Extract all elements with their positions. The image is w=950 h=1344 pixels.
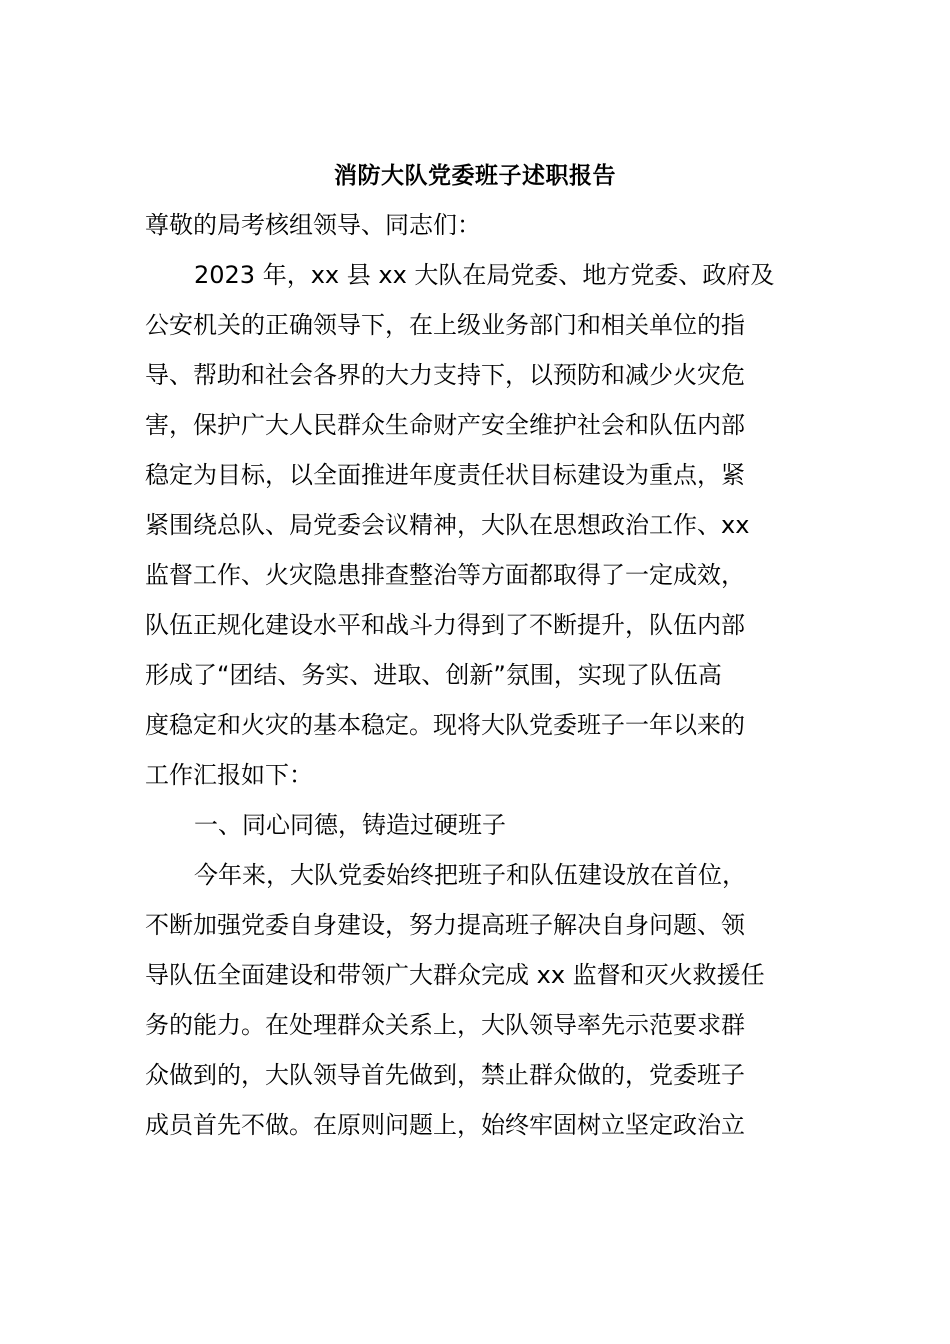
text-line: 害，保护广大人民群众生命财产安全维护社会和队伍内部 — [145, 411, 745, 439]
text-line: 公安机关的正确领导下，在上级业务部门和相关单位的指 — [145, 311, 745, 339]
text-line: 稳定为目标，以全面推进年度责任状目标建设为重点，紧 — [145, 461, 745, 489]
text-line: 务的能力。在处理群众关系上，大队领导率先示范要求群 — [145, 1011, 745, 1039]
text-line: 紧围绕总队、局党委会议精神，大队在思想政治工作、xx — [145, 511, 750, 539]
document-title: 消防大队党委班子述职报告 — [334, 163, 616, 189]
text-line: 一、同心同德，铸造过硬班子 — [194, 811, 506, 839]
text-line: 今年来，大队党委始终把班子和队伍建设放在首位， — [194, 861, 746, 889]
text-line: 导、帮助和社会各界的大力支持下，以预防和减少火灾危 — [145, 361, 745, 389]
text-line: 2023 年，xx 县 xx 大队在局党委、地方党委、政府及 — [194, 261, 775, 289]
text-line: 尊敬的局考核组领导、同志们： — [145, 211, 481, 239]
text-line: 监督工作、火灾隐患排查整治等方面都取得了一定成效， — [145, 561, 745, 589]
text-line: 不断加强党委自身建设，努力提高班子解决自身问题、领 — [145, 911, 745, 939]
text-line: 导队伍全面建设和带领广大群众完成 xx 监督和灭火救援任 — [145, 961, 765, 989]
text-line: 形成了“团结、务实、进取、创新”氛围，实现了队伍高 — [145, 661, 722, 689]
text-line: 度稳定和火灾的基本稳定。现将大队党委班子一年以来的 — [145, 711, 745, 739]
text-line: 队伍正规化建设水平和战斗力得到了不断提升，队伍内部 — [145, 611, 745, 639]
text-line: 众做到的，大队领导首先做到，禁止群众做的，党委班子 — [145, 1061, 745, 1089]
text-line: 工作汇报如下： — [145, 761, 313, 789]
text-line: 成员首先不做。在原则问题上，始终牢固树立坚定政治立 — [145, 1111, 745, 1139]
document-body — [145, 200, 815, 1150]
